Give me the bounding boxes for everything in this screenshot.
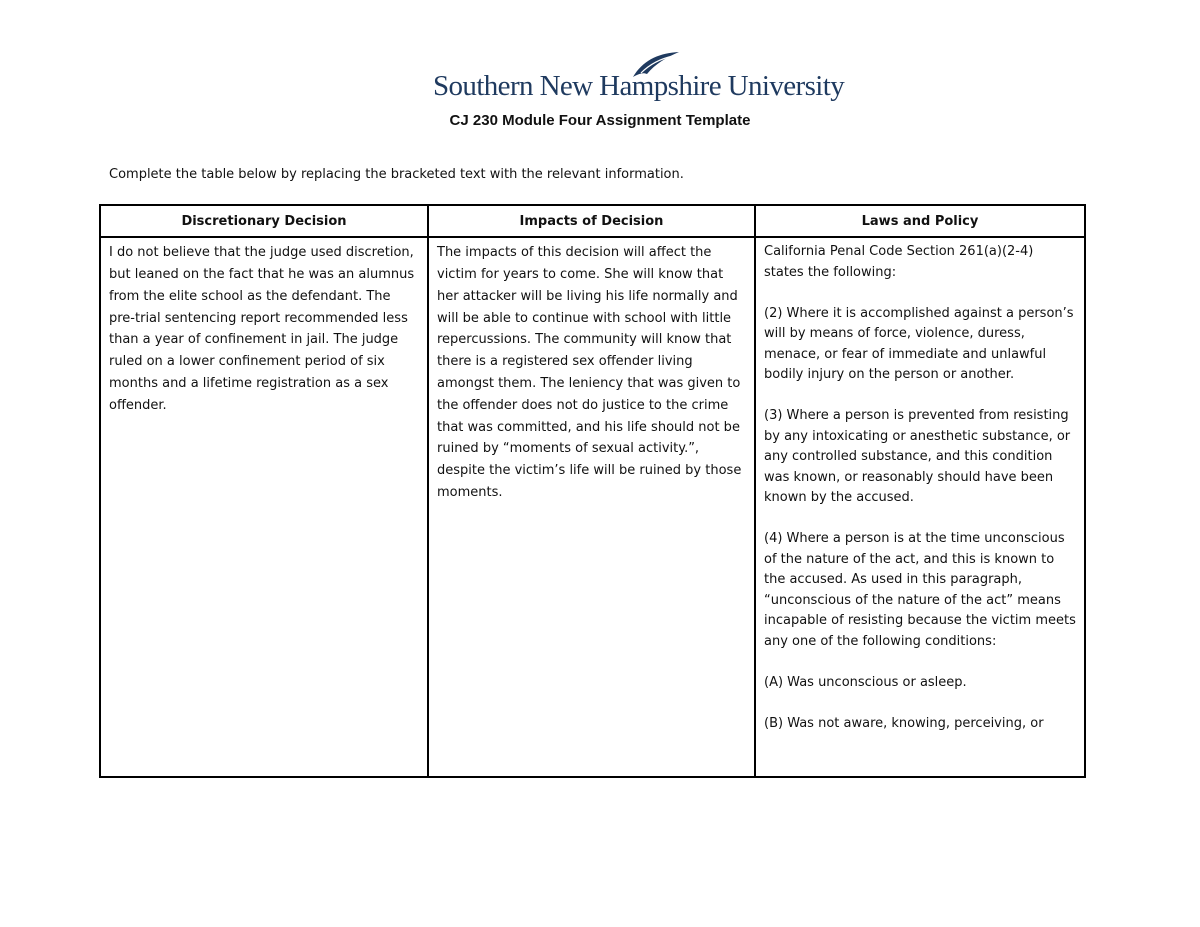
header-laws-and-policy: Laws and Policy	[755, 205, 1085, 237]
logo-wordmark: Southern New Hampshire University	[433, 70, 845, 102]
table-header-row	[100, 205, 1085, 237]
table-row	[100, 237, 1085, 777]
impacts-of-decision-text: The impacts of this decision will affect the victim for years to come. She will know that her attacker will be living his life normally and will be able to continue with school with little repercussions. The community will know that there is a registered sex offender living amongst them. The leniency that was given to the offender does not do justice to the crime that was committed, and his life should not be ruined by “moments of sexual activity.”, despite the victim’s life will be ruined by those moments.	[437, 245, 742, 500]
impacts-of-decision-cell	[428, 237, 755, 777]
law-clause-3-paragraph: (3) Where a person is prevented from resisting by any intoxicating or anesthetic substance, or any controlled substance, and this condition was known, or reasonably should have been known by the accused.	[764, 408, 1071, 506]
assignment-table	[99, 204, 1086, 778]
law-clause-b-paragraph: (B) Was not aware, knowing, perceiving, or	[764, 715, 1044, 731]
university-logo	[433, 50, 845, 106]
header-impacts-of-decision: Impacts of Decision	[428, 205, 755, 237]
header-discretionary-decision: Discretionary Decision	[100, 205, 428, 237]
discretionary-decision-text: I do not believe that the judge used discretion, but leaned on the fact that he was an alumnus from the elite school as the defendant. The pre-trial sentencing report recommended less than a year of confinement in jail. The judge ruled on a lower confinement period of six months and a lifetime registration as a sex offender.	[109, 245, 415, 413]
instructions-text: Complete the table below by replacing the bracketed text with the relevant information.	[109, 167, 684, 182]
discretionary-decision-cell	[100, 237, 428, 777]
law-clause-2-paragraph: (2) Where it is accomplished against a person’s will by means of force, violence, duress, menace, or fear of immediate and unlawful bodily injury on the person or another.	[764, 305, 1074, 383]
law-clause-4-paragraph: (4) Where a person is at the time unconscious of the nature of the act, and this is known to the accused. As used in this paragraph, “unconscious of the nature of the act” means incapable of resisting because the victim meets any one of the following conditions:	[764, 531, 1076, 649]
laws-and-policy-content	[756, 238, 1084, 734]
law-intro-paragraph: California Penal Code Section 261(a)(2-4) states the following:	[764, 244, 1034, 280]
page-title: CJ 230 Module Four Assignment Template	[449, 112, 751, 129]
law-clause-a-paragraph: (A) Was unconscious or asleep.	[764, 674, 967, 690]
laws-and-policy-cell	[755, 237, 1085, 777]
